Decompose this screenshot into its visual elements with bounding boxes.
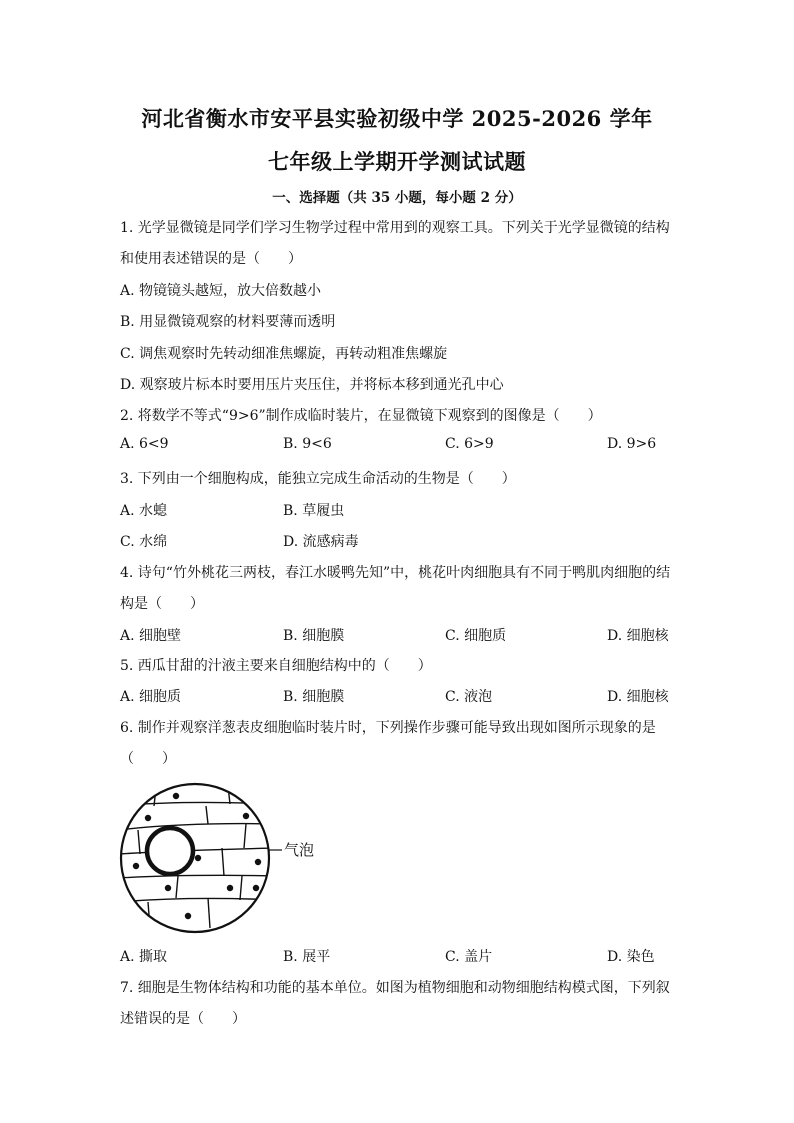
onion-cell-air-bubble-figure xyxy=(118,778,328,938)
q5-option-b: B. 细胞膜 xyxy=(283,689,345,705)
q1-option-d: D. 观察玻片标本时要用压片夹压住，并将标本移到通光孔中心 xyxy=(120,377,504,393)
q4-option-d: D. 细胞核 xyxy=(607,628,669,644)
exam-title-line1: 河北省衡水市安平县实验初级中学 2025-2026 学年 xyxy=(141,106,653,131)
air-bubble-label: 气泡 xyxy=(284,841,315,859)
q7-stem-line2: 述错误的是（ ） xyxy=(120,1011,246,1027)
q6-option-c: C. 盖片 xyxy=(445,949,493,965)
q5-option-d: D. 细胞核 xyxy=(607,689,669,705)
q6-stem-line2: （ ） xyxy=(120,751,176,767)
q3-option-d: D. 流感病毒 xyxy=(283,534,359,550)
q3-option-b: B. 草履虫 xyxy=(283,503,345,519)
q3-option-c: C. 水绵 xyxy=(120,534,168,550)
section-heading: 一、选择题（共 35 小题，每小题 2 分） xyxy=(272,190,522,206)
q6-option-a: A. 撕取 xyxy=(120,949,168,965)
q5-option-c: C. 液泡 xyxy=(445,689,493,705)
q1-option-c: C. 调焦观察时先转动细准焦螺旋，再转动粗准焦螺旋 xyxy=(120,346,448,362)
q5-stem: 5. 西瓜甘甜的汁液主要来自细胞结构中的（ ） xyxy=(120,658,432,674)
q5-option-a: A. 细胞质 xyxy=(120,689,182,705)
q4-option-a: A. 细胞壁 xyxy=(120,628,182,644)
q2-stem: 2. 将数学不等式“9>6”制作成临时装片，在显微镜下观察到的图像是（ ） xyxy=(120,408,602,424)
q4-stem-line2: 构是（ ） xyxy=(120,596,204,612)
q1-option-b: B. 用显微镜观察的材料要薄而透明 xyxy=(120,314,336,330)
q7-stem-line1: 7. 细胞是生物体结构和功能的基本单位。如图为植物细胞和动物细胞结构模式图，下列叙 xyxy=(120,980,670,996)
q4-option-c: C. 细胞质 xyxy=(445,628,507,644)
q3-option-a: A. 水螅 xyxy=(120,503,168,519)
q3-stem: 3. 下列由一个细胞构成，能独立完成生命活动的生物是（ ） xyxy=(120,471,516,487)
q4-option-b: B. 细胞膜 xyxy=(283,628,345,644)
q2-option-c: C. 6>9 xyxy=(445,436,494,452)
exam-title-line2: 七年级上学期开学测试试题 xyxy=(268,149,526,174)
q2-option-a: A. 6<9 xyxy=(120,436,169,452)
q6-option-d: D. 染色 xyxy=(607,949,655,965)
air-bubble xyxy=(147,828,193,874)
q1-stem-line1: 1. 光学显微镜是同学们学习生物学过程中常用到的观察工具。下列关于光学显微镜的结构 xyxy=(120,220,670,236)
q6-stem-line1: 6. 制作并观察洋葱表皮细胞临时装片时，下列操作步骤可能导致出现如图所示现象的是 xyxy=(120,720,656,736)
q2-option-b: B. 9<6 xyxy=(283,436,332,452)
q4-stem-line1: 4. 诗句“竹外桃花三两枝，春江水暖鸭先知”中，桃花叶肉细胞具有不同于鸭肌肉细胞的结 xyxy=(120,565,671,581)
q1-option-a: A. 物镜镜头越短，放大倍数越小 xyxy=(120,283,322,299)
q2-option-d: D. 9>6 xyxy=(607,436,657,452)
q1-stem-line2: 和使用表述错误的是（ ） xyxy=(120,251,302,267)
q6-option-b: B. 展平 xyxy=(283,949,331,965)
